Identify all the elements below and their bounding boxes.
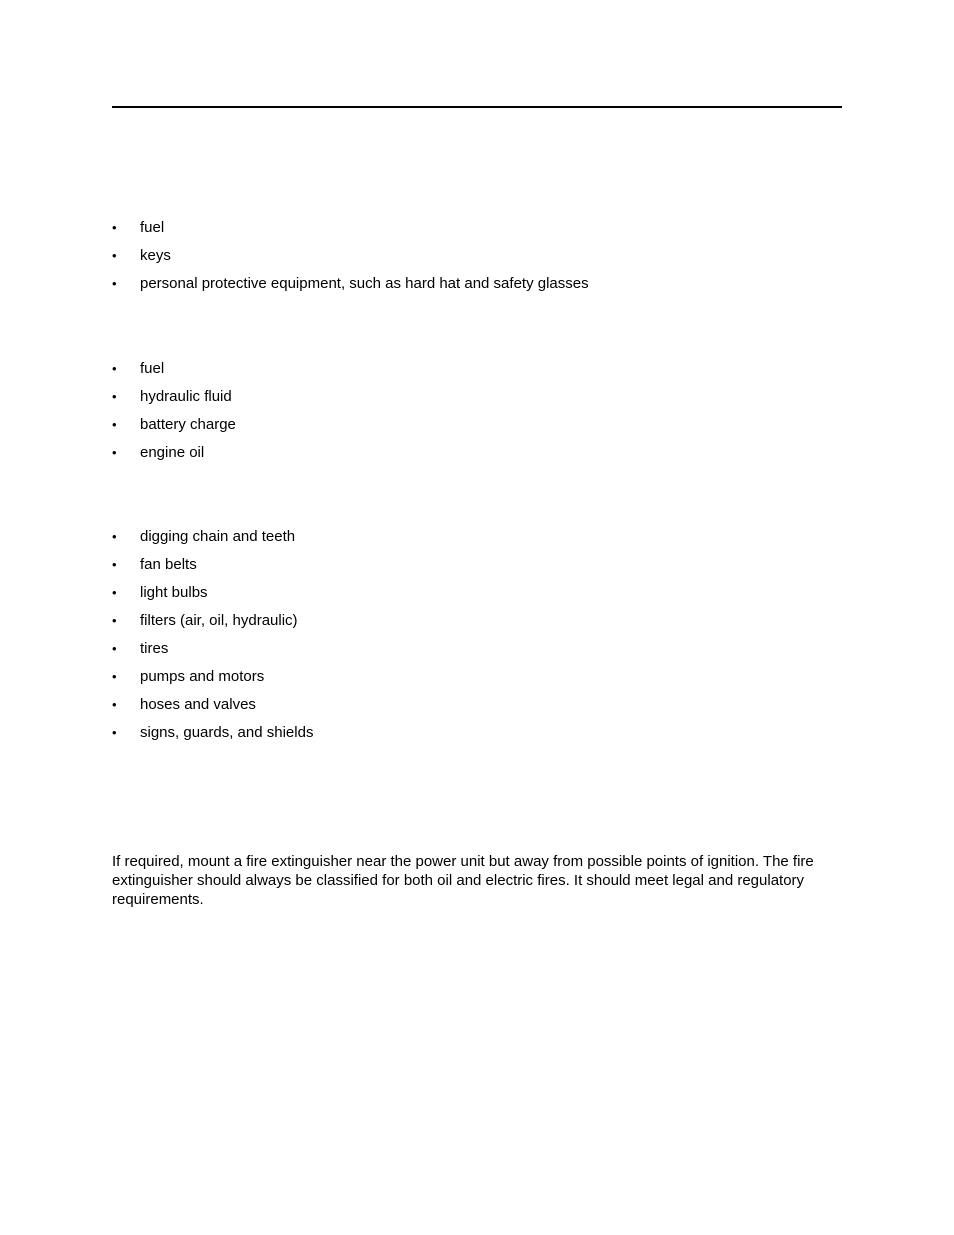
bullet-icon: • [112,697,117,712]
bullet-icon: • [112,529,117,544]
bullet-icon: • [112,669,117,684]
fire-extinguisher-paragraph: If required, mount a fire extinguisher near the power unit but away from possible points of ignition. The fire extinguisher should always be classified for both oil and electric fires. It should meet legal and regulatory requirements. [112,853,814,908]
header-rule [112,106,842,108]
document-page: • fuel • keys • personal protective equipment, such as hard hat and safety glasses • fuel • hydraulic fluid • battery charge • engine oil • digging chain and teeth • fan belts • light bulbs • filters (air, oil, hydraulic) • tires • pumps and motors • hoses and valves • signs, guards, and shields If required, mount a fire extinguisher near the power unit but away from possible points of ignition. The fire extinguisher should always be classified for both oil and electric fires. It should meet legal and regulatory requirements. [0,0,954,1235]
bullet-icon: • [112,417,117,432]
bullet-icon: • [112,557,117,572]
bullet-icon: • [112,389,117,404]
bullet-icon: • [112,220,117,235]
bullet-icon: • [112,361,117,376]
bullet-icon: • [112,613,117,628]
bullet-icon: • [112,276,117,291]
bullet-icon: • [112,585,117,600]
bullet-icon: • [112,641,117,656]
bullet-icon: • [112,725,117,740]
bullet-icon: • [112,248,117,263]
bullet-icon: • [112,445,117,460]
